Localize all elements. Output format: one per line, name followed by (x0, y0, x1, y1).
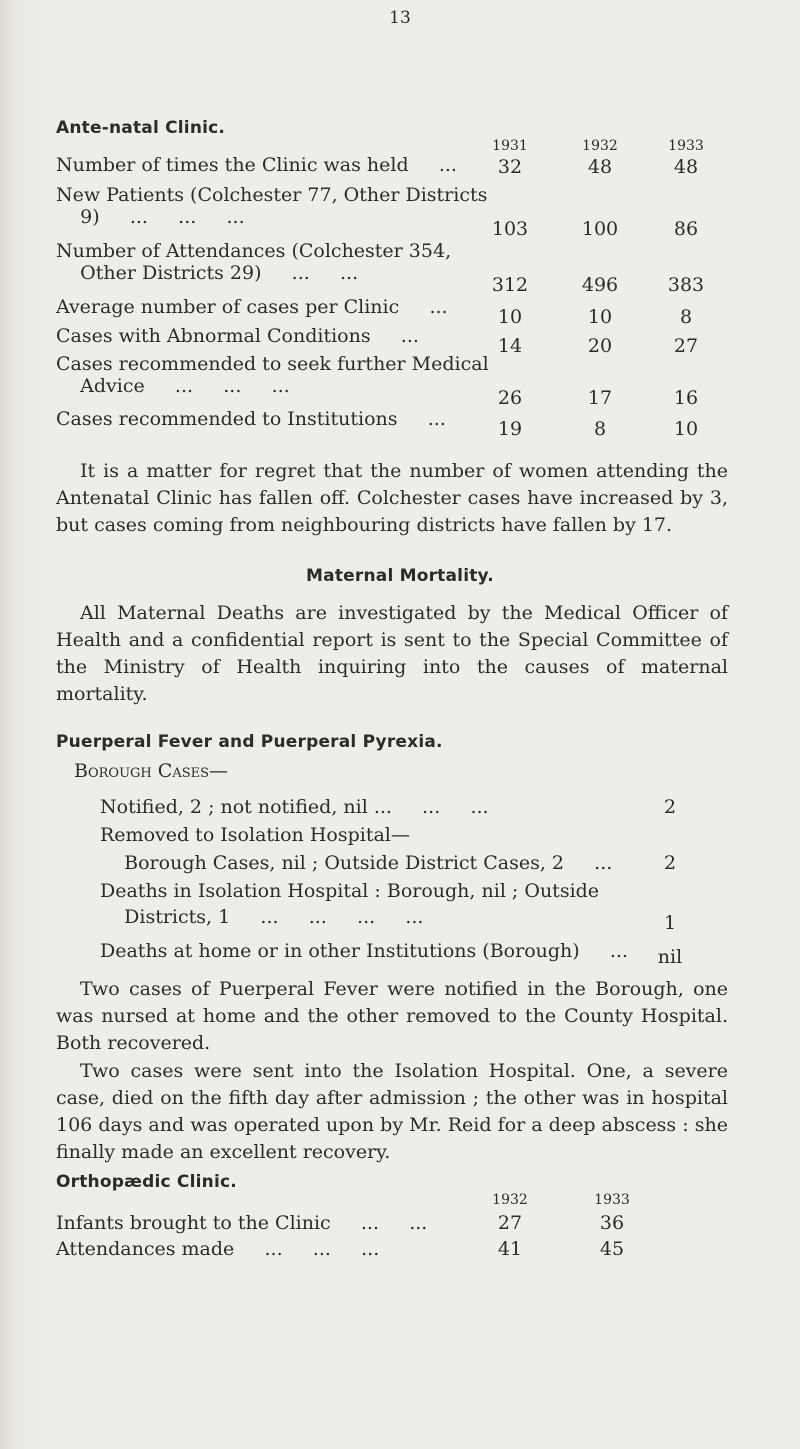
antenatal-row-label: New Patients (Colchester 77, Other Districts (56, 184, 488, 206)
antenatal-value: 20 (587, 335, 613, 357)
antenatal-value: 32 (497, 156, 523, 178)
puerperal-value: nil (657, 946, 683, 968)
orthopaedic-row-label: Infants brought to the Clinic ... ... (56, 1212, 428, 1234)
antenatal-value: 8 (593, 418, 607, 440)
maternal-heading: Maternal Mortality. (306, 566, 494, 586)
orthopaedic-value: 41 (497, 1238, 523, 1260)
antenatal-value: 100 (581, 218, 619, 240)
antenatal-row-label: Cases recommended to Institutions ... (56, 408, 446, 430)
puerperal-item-deaths-isolation-cont: Districts, 1 ... ... ... ... (100, 906, 424, 928)
puerperal-value: 1 (663, 912, 677, 934)
antenatal-row-label-cont: 9) ... ... ... (56, 206, 245, 228)
orthopaedic-value: 36 (599, 1212, 625, 1234)
antenatal-value: 86 (673, 218, 699, 240)
puerperal-subheading: Borough Cases— (74, 760, 229, 782)
antenatal-note: It is a matter for regret that the number of women attending the Antenatal Clinic has fallen off. Colchester cases have increased by 3, but cases coming from neighbouring districts have fallen by 17. (56, 460, 728, 536)
orthopaedic-row-label: Attendances made ... ... ... (56, 1238, 380, 1260)
antenatal-row-label: Number of times the Clinic was held ... (56, 154, 457, 176)
antenatal-value: 27 (673, 335, 699, 357)
orthopaedic-year-1932: 1932 (492, 1192, 528, 1208)
antenatal-row-label: Cases recommended to seek further Medical (56, 353, 489, 375)
antenatal-value: 26 (497, 387, 523, 409)
antenatal-value: 48 (587, 156, 613, 178)
puerperal-item-borough-cases: Borough Cases, nil ; Outside District Cases, 2 ... (100, 852, 613, 874)
antenatal-value: 19 (497, 418, 523, 440)
puerperal-para-1: Two cases of Puerperal Fever were notified in the Borough, one was nursed at home and the other removed to the County Hospital. Both recovered. (56, 978, 728, 1054)
puerperal-item-deaths-isolation: Deaths in Isolation Hospital : Borough, nil ; Outside (100, 880, 600, 902)
orthopaedic-heading: Orthopædic Clinic. (56, 1172, 237, 1192)
antenatal-heading: Ante-natal Clinic. (56, 118, 226, 138)
antenatal-value: 103 (491, 218, 529, 240)
antenatal-value: 383 (667, 274, 705, 296)
page-number: 13 (389, 8, 411, 28)
orthopaedic-year-1933: 1933 (594, 1192, 630, 1208)
orthopaedic-value: 27 (497, 1212, 523, 1234)
antenatal-value: 10 (673, 418, 699, 440)
puerperal-item-removed: Removed to Isolation Hospital— (100, 824, 410, 846)
antenatal-value: 10 (497, 306, 523, 328)
maternal-text: All Maternal Deaths are investigated by the Medical Officer of Health and a confidential report is sent to the Special Committee of the Ministry of Health inquiring into the causes of maternal mortality. (56, 602, 728, 705)
antenatal-row-label-cont: Advice ... ... ... (56, 375, 290, 397)
antenatal-row-label: Cases with Abnormal Conditions ... (56, 325, 419, 347)
antenatal-row-label-cont: Other Districts 29) ... ... (56, 262, 359, 284)
puerperal-value: 2 (663, 852, 677, 874)
antenatal-value: 16 (673, 387, 699, 409)
puerperal-item-notified: Notified, 2 ; not notified, nil ... ... ... (100, 796, 489, 818)
antenatal-value: 14 (497, 335, 523, 357)
antenatal-year-1931: 1931 (492, 138, 528, 154)
antenatal-value: 496 (581, 274, 619, 296)
antenatal-year-1932: 1932 (582, 138, 618, 154)
antenatal-year-1933: 1933 (668, 138, 704, 154)
puerperal-heading: Puerperal Fever and Puerperal Pyrexia. (56, 732, 443, 752)
antenatal-value: 312 (491, 274, 529, 296)
antenatal-row-label: Number of Attendances (Colchester 354, (56, 240, 452, 262)
orthopaedic-value: 45 (599, 1238, 625, 1260)
puerperal-value: 2 (663, 796, 677, 818)
antenatal-value: 10 (587, 306, 613, 328)
antenatal-row-label: Average number of cases per Clinic ... (56, 296, 448, 318)
antenatal-value: 17 (587, 387, 613, 409)
antenatal-value: 48 (673, 156, 699, 178)
puerperal-item-deaths-home: Deaths at home or in other Institutions (Borough) ... (100, 940, 628, 962)
puerperal-para-2: Two cases were sent into the Isolation Hospital. One, a severe case, died on the fifth day after admission ; the other was in hospital 106 days and was operated upon by Mr. Reid for a deep abscess : she finally made an excellent recovery. (56, 1060, 728, 1163)
antenatal-value: 8 (679, 306, 693, 328)
